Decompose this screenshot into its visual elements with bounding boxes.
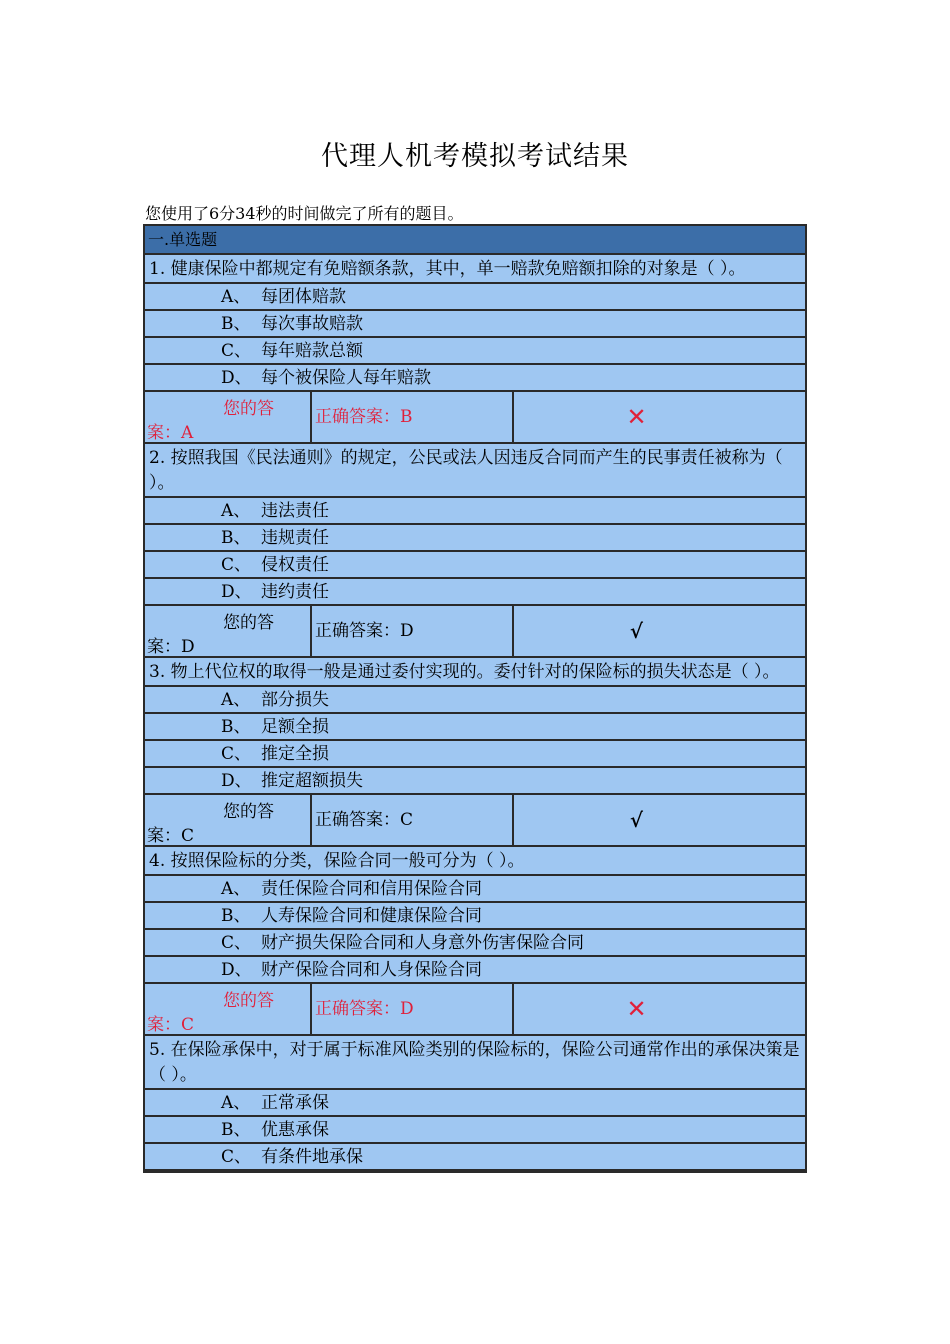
- result-mark-cell: [514, 984, 805, 1034]
- option-text: 财产损失保险合同和人身意外伤害保险合同: [261, 933, 584, 953]
- your-answer-cell: [145, 795, 312, 845]
- option-text: 优惠承保: [261, 1120, 329, 1140]
- question-list: [145, 255, 805, 1171]
- answer-option: [145, 552, 805, 579]
- correct-answer-cell: 正确答案：D: [312, 606, 514, 656]
- answer-option: [145, 1144, 805, 1171]
- answer-option: [145, 498, 805, 525]
- answer-option: [145, 284, 805, 311]
- your-answer-cell: [145, 984, 312, 1034]
- answer-option: [145, 957, 805, 984]
- answer-option: [145, 1090, 805, 1117]
- option-text: 每个被保险人每年赔款: [261, 368, 431, 388]
- option-letter: A、: [221, 879, 251, 899]
- option-letter: D、: [221, 582, 252, 602]
- question-text: 4. 按照保险标的分类，保险合同一般可分为（ ）。: [145, 847, 805, 876]
- answer-option: [145, 687, 805, 714]
- option-letter: C、: [221, 555, 252, 575]
- option-letter: C、: [221, 933, 252, 953]
- option-text: 每年赔款总额: [261, 341, 363, 361]
- cross-icon: ✕: [626, 995, 647, 1023]
- question-text: 3. 物上代位权的取得一般是通过委付实现的。委付针对的保险标的损失状态是（ ）。: [145, 658, 805, 687]
- option-letter: D、: [221, 368, 252, 388]
- cross-icon: ✕: [626, 403, 647, 431]
- correct-answer-cell: 正确答案：B: [312, 392, 514, 442]
- your-answer-value: 案：D: [147, 637, 195, 657]
- check-icon: √: [629, 808, 644, 832]
- option-letter: C、: [221, 744, 252, 764]
- option-letter: B、: [221, 528, 251, 548]
- answer-option: [145, 741, 805, 768]
- correct-answer-cell: 正确答案：C: [312, 795, 514, 845]
- option-text: 每团体赔款: [261, 287, 346, 307]
- answer-result-row: [145, 606, 805, 658]
- question-text: 5. 在保险承保中，对于属于标准风险类别的保险标的，保险公司通常作出的承保决策是（ ）。: [145, 1036, 805, 1090]
- option-letter: D、: [221, 960, 252, 980]
- option-letter: C、: [221, 1147, 252, 1167]
- result-mark-cell: [514, 606, 805, 656]
- option-text: 人寿保险合同和健康保险合同: [261, 906, 482, 926]
- answer-option: [145, 365, 805, 392]
- option-text: 正常承保: [261, 1093, 329, 1113]
- option-letter: B、: [221, 314, 251, 334]
- your-answer-label: 您的答: [223, 802, 274, 822]
- option-text: 有条件地承保: [261, 1147, 363, 1167]
- option-letter: B、: [221, 906, 251, 926]
- exam-results-table: [143, 224, 807, 1173]
- answer-result-row: [145, 984, 805, 1036]
- option-text: 每次事故赔款: [261, 314, 363, 334]
- your-answer-value: 案：A: [147, 423, 194, 443]
- time-summary: 您使用了6分34秒的时间做完了所有的题目。: [145, 204, 464, 223]
- option-text: 违约责任: [261, 582, 329, 602]
- option-text: 推定超额损失: [261, 771, 363, 791]
- your-answer-value: 案：C: [147, 1015, 195, 1035]
- option-text: 违规责任: [261, 528, 329, 548]
- answer-option: [145, 525, 805, 552]
- answer-option: [145, 579, 805, 606]
- option-letter: B、: [221, 717, 251, 737]
- answer-option: [145, 903, 805, 930]
- your-answer-cell: [145, 606, 312, 656]
- option-letter: A、: [221, 501, 251, 521]
- option-letter: A、: [221, 690, 251, 710]
- answer-option: [145, 338, 805, 365]
- result-mark-cell: [514, 795, 805, 845]
- option-text: 部分损失: [261, 690, 329, 710]
- your-answer-value: 案：C: [147, 826, 195, 846]
- answer-result-row: [145, 795, 805, 847]
- page-title: 代理人机考模拟考试结果: [321, 141, 629, 172]
- check-icon: √: [629, 619, 644, 643]
- option-letter: C、: [221, 341, 252, 361]
- option-text: 侵权责任: [261, 555, 329, 575]
- correct-answer-cell: 正确答案：D: [312, 984, 514, 1034]
- option-letter: D、: [221, 771, 252, 791]
- your-answer-label: 您的答: [223, 613, 274, 633]
- your-answer-cell: [145, 392, 312, 442]
- answer-option: [145, 768, 805, 795]
- answer-option: [145, 930, 805, 957]
- question-text: 1. 健康保险中都规定有免赔额条款，其中，单一赔款免赔额扣除的对象是（ ）。: [145, 255, 805, 284]
- result-mark-cell: [514, 392, 805, 442]
- your-answer-label: 您的答: [223, 991, 274, 1011]
- question-text: 2. 按照我国《民法通则》的规定，公民或法人因违反合同而产生的民事责任被称为（ ）。: [145, 444, 805, 498]
- option-letter: A、: [221, 287, 251, 307]
- option-text: 足额全损: [261, 717, 329, 737]
- option-text: 推定全损: [261, 744, 329, 764]
- option-text: 责任保险合同和信用保险合同: [261, 879, 482, 899]
- option-letter: A、: [221, 1093, 251, 1113]
- option-text: 违法责任: [261, 501, 329, 521]
- answer-result-row: [145, 392, 805, 444]
- answer-option: [145, 714, 805, 741]
- option-text: 财产保险合同和人身保险合同: [261, 960, 482, 980]
- section-header: 一.单选题: [145, 226, 805, 255]
- answer-option: [145, 876, 805, 903]
- your-answer-label: 您的答: [223, 399, 274, 419]
- option-letter: B、: [221, 1120, 251, 1140]
- answer-option: [145, 311, 805, 338]
- answer-option: [145, 1117, 805, 1144]
